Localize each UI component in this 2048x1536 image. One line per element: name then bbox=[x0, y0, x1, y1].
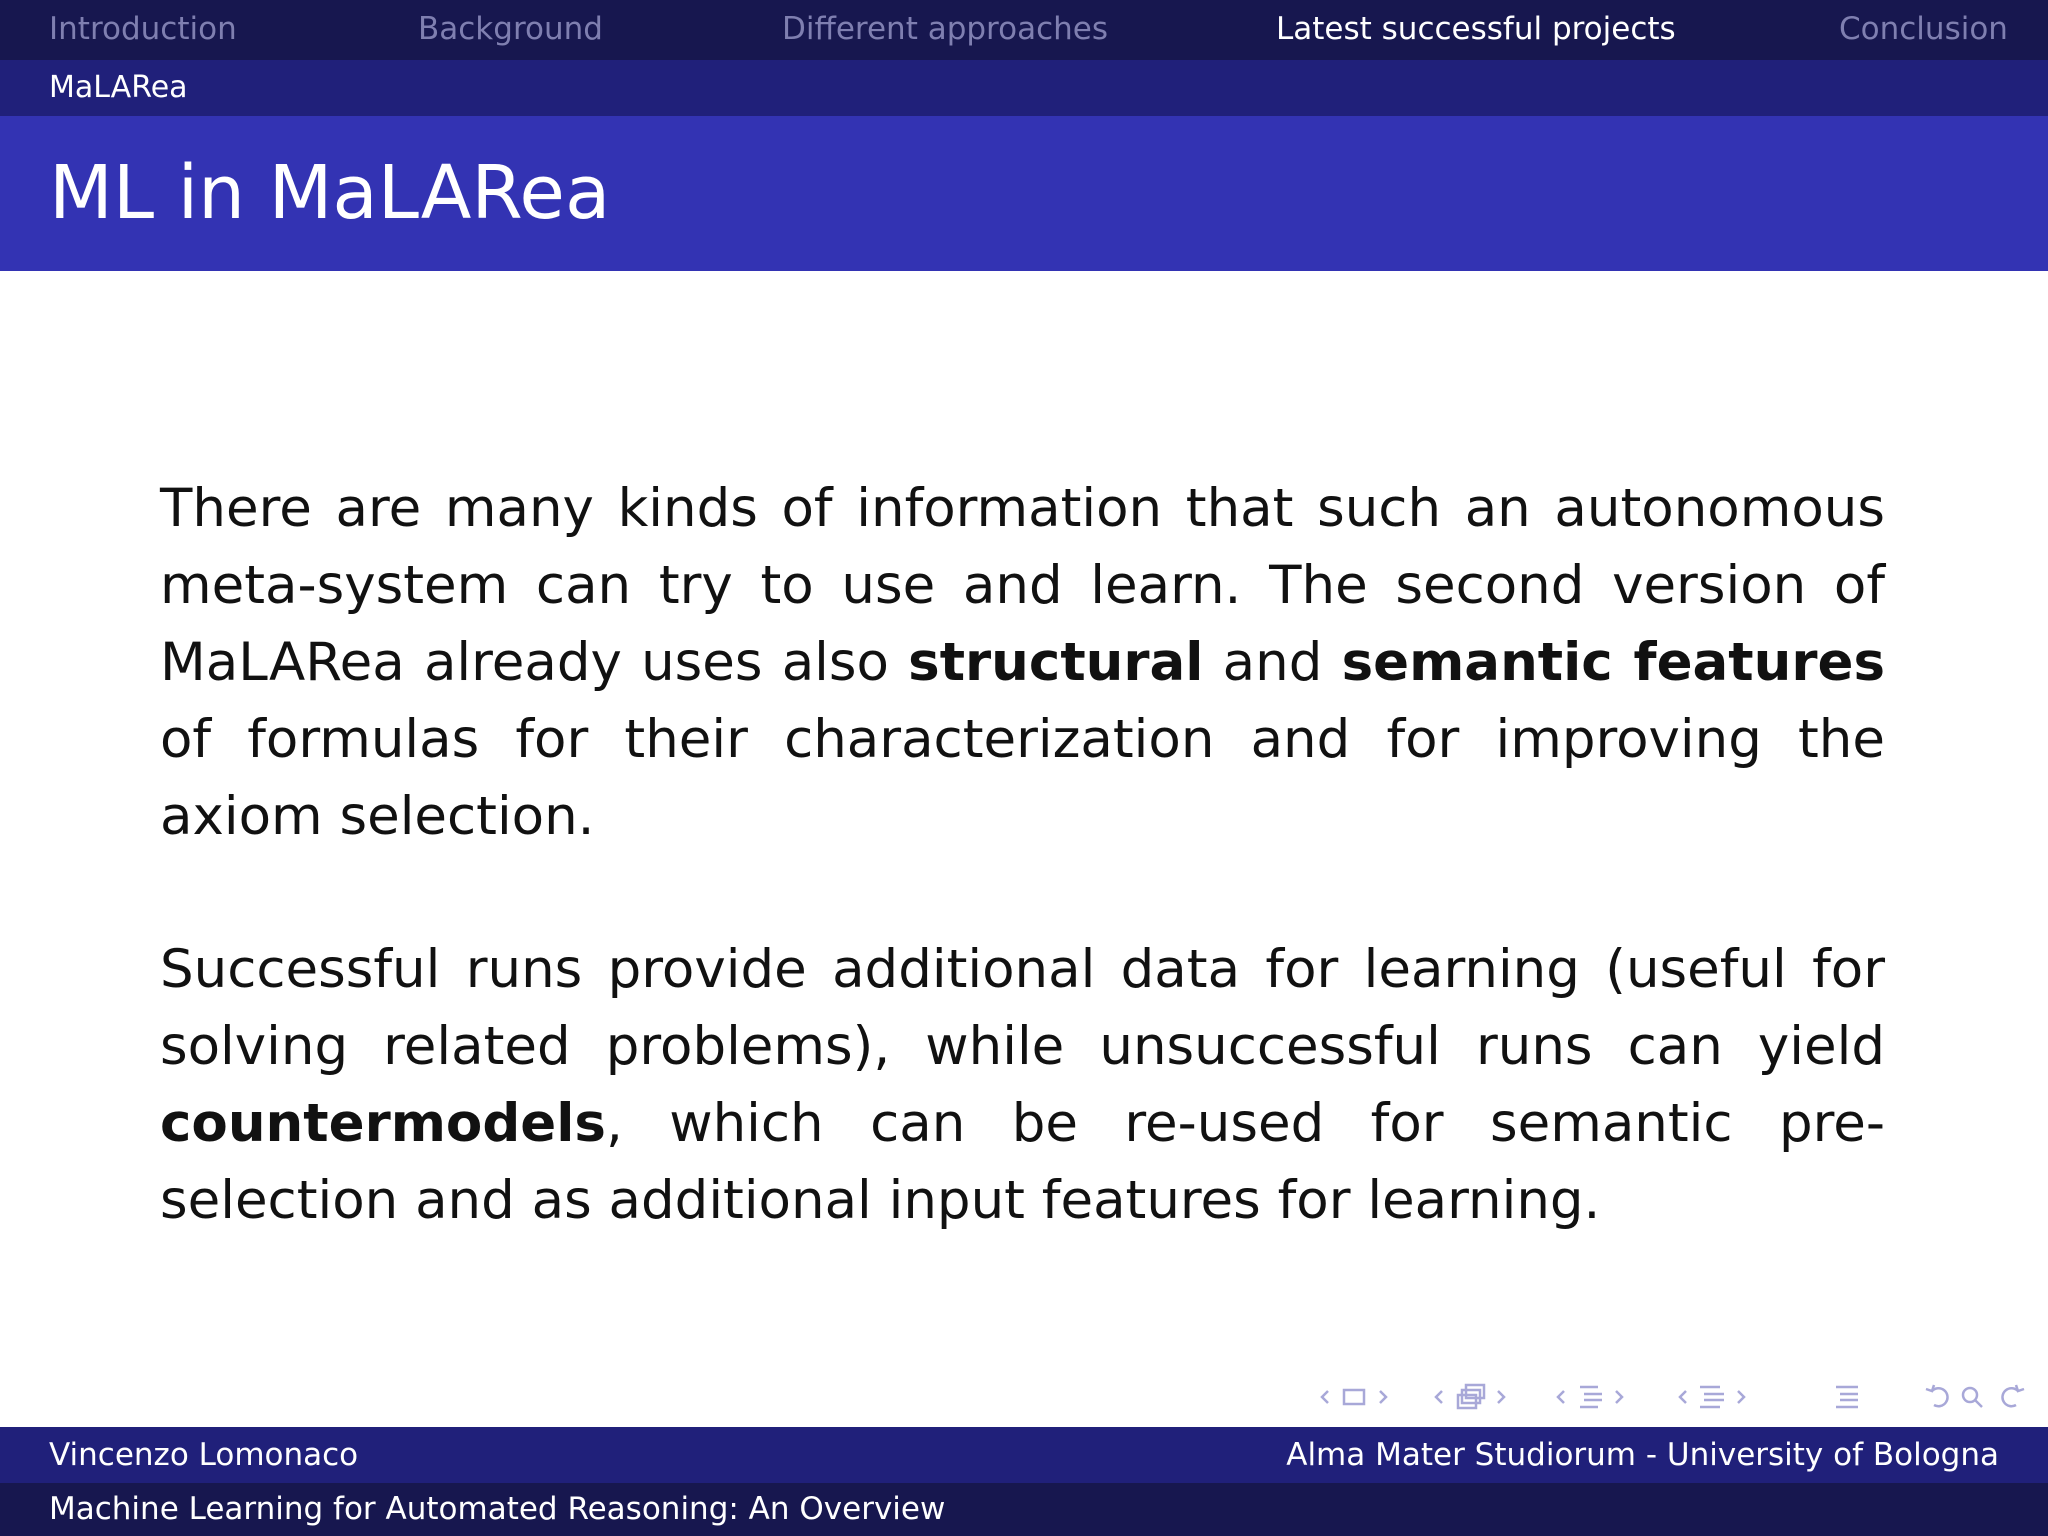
frame-title-bar bbox=[0, 116, 2048, 271]
paragraph-text: and bbox=[1203, 632, 1342, 693]
footer-talk-title: Machine Learning for Automated Reasoning: An Overview bbox=[49, 1491, 946, 1527]
subsection-navigation-bar bbox=[0, 60, 2048, 116]
subsection-nav-icon[interactable] bbox=[1432, 1377, 1527, 1417]
nav-section-different-approaches[interactable]: Different approaches bbox=[782, 11, 1108, 47]
emphasis-countermodels: countermodels bbox=[160, 1093, 606, 1154]
paragraph-text: There are many kinds of information that such an autonomous meta-system can try to use and learn. The second version of MaLARea already uses also bbox=[160, 478, 1885, 693]
frame-title: ML in MaLARea bbox=[49, 150, 611, 236]
section-navigation-bar bbox=[0, 0, 2048, 60]
footer-title-bar bbox=[0, 1483, 2048, 1536]
search-back-forward-icon[interactable] bbox=[1922, 1377, 2030, 1417]
slide-body bbox=[160, 470, 1885, 1315]
nav-subsection-malarea[interactable]: MaLARea bbox=[49, 70, 188, 105]
paragraph-countermodels bbox=[160, 931, 1885, 1239]
section-nav-icon[interactable] bbox=[1554, 1377, 1649, 1417]
nav-section-background[interactable]: Background bbox=[418, 11, 603, 47]
paragraph-text: Successful runs provide additional data for learning (useful for solving related problems), while unsuccessful runs can yield bbox=[160, 939, 1885, 1077]
nav-section-introduction[interactable]: Introduction bbox=[49, 11, 237, 47]
emphasis-structural: structural bbox=[908, 632, 1204, 693]
subsection-list-icon[interactable] bbox=[1676, 1377, 1771, 1417]
nav-section-latest-successful-projects[interactable]: Latest successful projects bbox=[1276, 11, 1676, 47]
nav-section-conclusion[interactable]: Conclusion bbox=[1839, 11, 2008, 47]
toc-icon[interactable] bbox=[1830, 1377, 1870, 1417]
footer-author-bar bbox=[0, 1427, 2048, 1483]
paragraph-structural-semantic-features bbox=[160, 470, 1885, 855]
paragraph-text: , which can be re-used for semantic pre-selection and as additional input features for learning. bbox=[160, 1093, 1885, 1231]
footer-institute: Alma Mater Studiorum - University of Bologna bbox=[1286, 1437, 1999, 1473]
footer-author: Vincenzo Lomonaco bbox=[49, 1437, 359, 1473]
frame-nav-icon[interactable] bbox=[1310, 1377, 1405, 1417]
paragraph-text: of formulas for their characterization and for improving the axiom selection. bbox=[160, 709, 1885, 847]
beamer-navigation-symbols bbox=[1310, 1377, 2030, 1417]
emphasis-semantic-features: semantic features bbox=[1341, 632, 1886, 693]
